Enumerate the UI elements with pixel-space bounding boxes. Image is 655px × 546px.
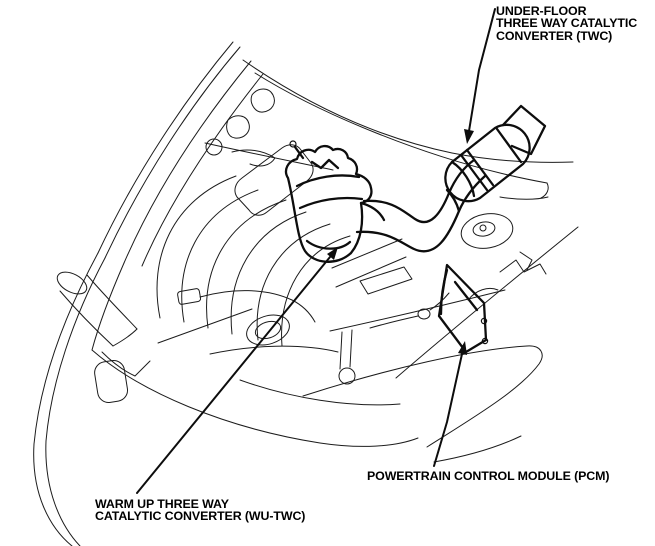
wu-twc-shield-seam-2 <box>300 198 362 208</box>
bumper-top-edge <box>92 350 418 446</box>
headlight-bracket-blob-2 <box>227 116 250 138</box>
air-duct-side-a <box>60 291 113 346</box>
under-floor-catalytic-converter-drawing <box>445 106 545 201</box>
air-duct-side-b <box>87 275 137 329</box>
pulley-ring <box>243 310 293 350</box>
intake-runner-1 <box>157 176 236 318</box>
uf-twc-band-3 <box>497 129 521 162</box>
lower-hose <box>210 346 338 354</box>
exhaust-pipe-clamp <box>447 190 459 211</box>
mount-foot <box>339 368 355 384</box>
label-wu-twc <box>95 498 305 523</box>
intake-runner-3b <box>282 236 350 346</box>
exhaust-pipe-bottom <box>357 176 485 251</box>
wu-twc-shield-seam-1 <box>297 175 359 186</box>
air-duct-end <box>113 329 137 346</box>
valve-cover-box <box>360 267 412 294</box>
cowl-sweep-2 <box>255 73 547 183</box>
hose-connector <box>177 288 201 305</box>
label-line: UNDER-FLOOR <box>496 4 587 18</box>
hood-lip <box>124 61 251 263</box>
label-line: THREE WAY CATALYTIC <box>496 16 638 31</box>
harness-wire-left <box>370 316 418 328</box>
leader-pcm <box>434 354 462 466</box>
wu-twc-side-arm <box>361 203 384 220</box>
dipstick-rod <box>158 309 252 343</box>
strut-tower-cap <box>458 210 515 253</box>
label-line: CONVERTER (TWC) <box>496 28 613 43</box>
pcm-face-crease <box>455 282 477 310</box>
leader-under-floor-twc <box>469 9 495 131</box>
headlight-bracket-blob <box>251 89 274 112</box>
label-line: POWERTRAIN CONTROL MODULE (PCM) <box>367 469 610 483</box>
mount-leg-1 <box>340 332 342 369</box>
fender-crease <box>92 263 124 350</box>
strut-nut <box>480 225 486 231</box>
firewall-clutter-3 <box>520 252 532 270</box>
fender-outer <box>34 253 98 546</box>
arrowhead-under-floor-twc <box>464 129 474 144</box>
subframe-line <box>240 380 400 405</box>
label-pcm <box>367 470 609 482</box>
hood-lip-2 <box>142 74 263 266</box>
wiper-cowl-line <box>434 436 521 462</box>
engine-assembly <box>54 89 546 405</box>
cowl-sweep-2-end <box>541 183 548 198</box>
air-duct-cap <box>54 268 91 299</box>
wu-twc-stud-head <box>290 141 296 147</box>
wiper-cowl-leaf <box>303 346 542 447</box>
firewall-diagonal <box>396 227 578 378</box>
cowl-line-3 <box>500 197 548 199</box>
exhaust-pipe-drawing <box>357 160 485 251</box>
hood-prop-rod <box>205 143 333 170</box>
mount-leg-2 <box>350 330 352 367</box>
harness-plug <box>418 309 430 319</box>
label-under-floor-twc <box>496 5 637 42</box>
label-line: WARM UP THREE WAY <box>95 497 229 511</box>
pcm-fold-edge <box>441 270 447 314</box>
label-line: CATALYTIC CONVERTER (WU-TWC) <box>95 509 306 524</box>
strut-tower-inner <box>472 220 496 238</box>
pcm-drawing <box>439 265 488 352</box>
